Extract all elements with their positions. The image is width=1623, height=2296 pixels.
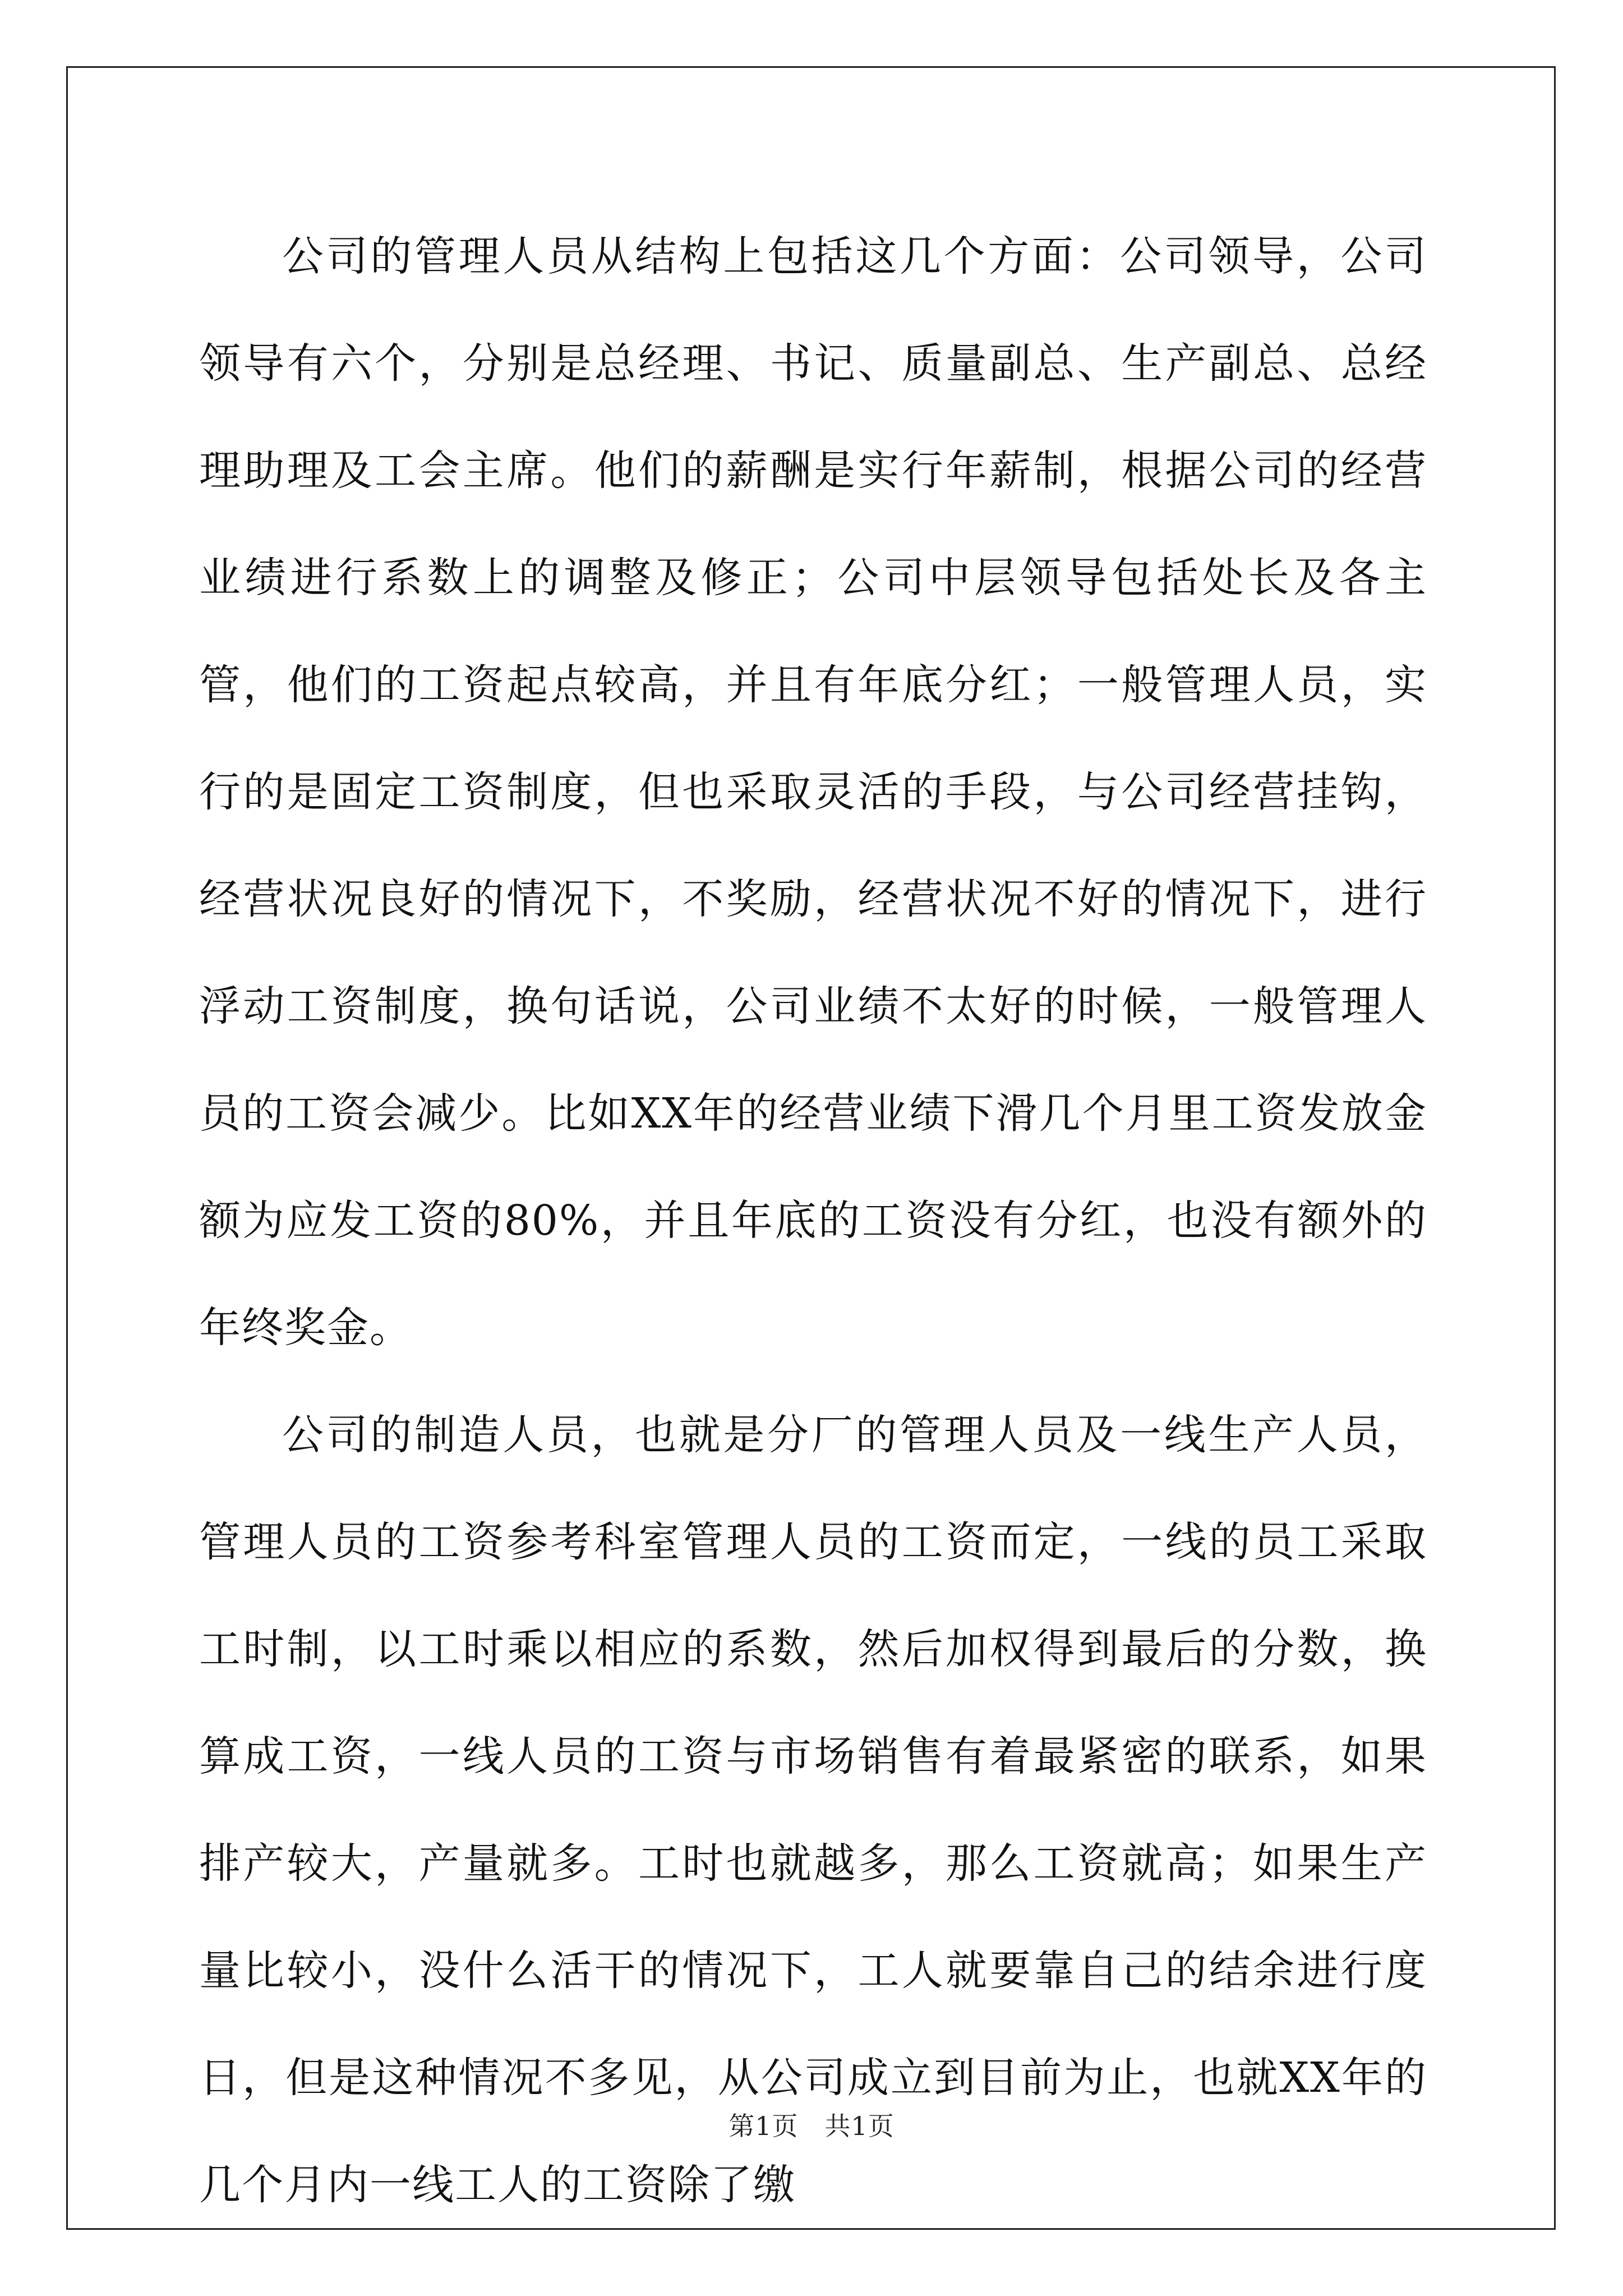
page-footer: 第1页 共1页 bbox=[728, 2111, 895, 2141]
paragraph-manufacturing-staff: 公司的制造人员，也就是分厂的管理人员及一线生产人员，管理人员的工资参考科室管理人员的工资而定，一线的员工采取工时制，以工时乘以相应的系数，然后加权得到最后的分数，换算成工资，一线人员的工资与市场销售有着最紧密的联系，如果排产较大，产量就多。工时也就越多，那么工资就高；如果生产量比较小，没什么活干的情况下，工人就要靠自己的结余进行度日，但是这种情况不多见，从公司成立到目前为止，也就XX年的几个月内一线工人的工资除了缴 bbox=[199, 1411, 1427, 2209]
paragraph-management-staff: 公司的管理人员从结构上包括这几个方面：公司领导，公司领导有六个，分别是总经理、书记、质量副总、生产副总、总经理助理及工会主席。他们的薪酬是实行年薪制，根据公司的经营业绩进行系数上的调整及修正；公司中层领导包括处长及各主管，他们的工资起点较高，并且有年底分红；一般管理人员，实行的是固定工资制度，但也采取灵活的手段，与公司经营挂钩，经营状况良好的情况下，不奖励，经营状况不好的情况下，进行浮动工资制度，换句话说，公司业绩不太好的时候，一般管理人员的工资会减少。比如XX年的经营业绩下滑几个月里工资发放金额为应发工资的80%，并且年底的工资没有分红，也没有额外的年终奖金。 bbox=[199, 232, 1427, 1352]
